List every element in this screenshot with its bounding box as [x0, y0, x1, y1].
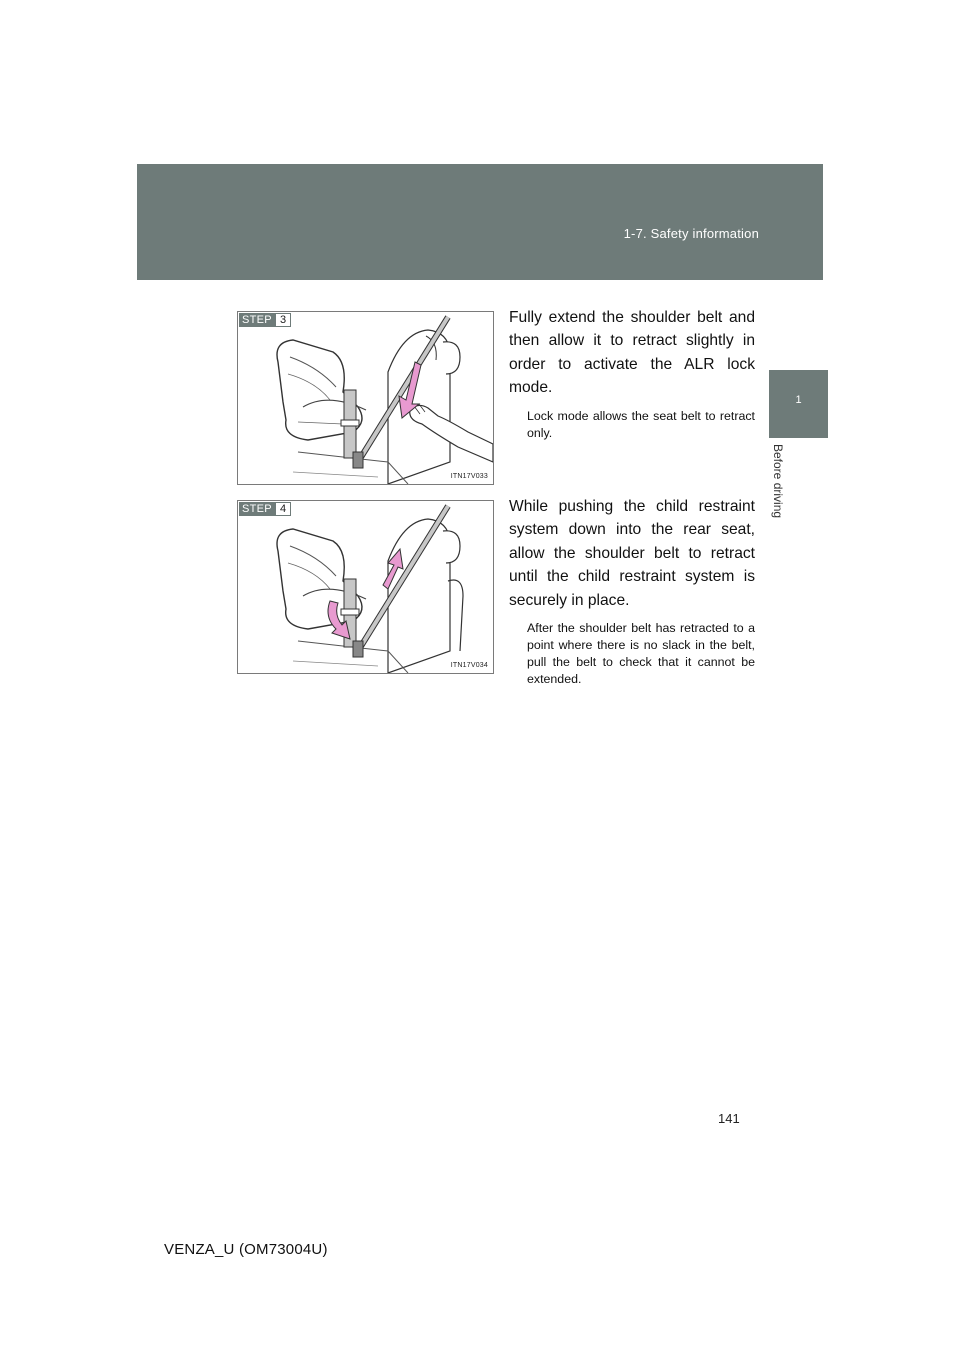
- figure-code: ITN17V033: [450, 473, 488, 480]
- step-number: 4: [275, 502, 291, 516]
- step-badge: [239, 313, 291, 327]
- chapter-number: 1: [795, 394, 802, 406]
- step-3-illustration: [237, 311, 494, 485]
- chapter-label: [771, 444, 791, 584]
- header-bar: [137, 164, 823, 280]
- section-title: 1-7. Safety information: [623, 226, 759, 241]
- step-4-note: After the shoulder belt has retracted to a point where there is no slack in the belt, pull the belt to check that it cannot be extended.: [527, 621, 755, 686]
- step-label: STEP: [239, 313, 275, 327]
- child-seat-push-down-illustration: [238, 501, 493, 673]
- step-3-instruction: Fully extend the shoulder belt and then allow it to retract slightly in order to activate the ALR lock mode.: [509, 309, 755, 397]
- figure-code: ITN17V034: [450, 662, 488, 669]
- chapter-title: Before driving: [771, 444, 785, 519]
- step-4-instruction: While pushing the child restraint system down into the rear seat, allow the shoulder belt to retract until the child restraint system is securely in place.: [509, 498, 755, 609]
- chapter-tab: [769, 370, 828, 438]
- page-number: 141: [718, 1111, 740, 1126]
- child-seat-belt-extend-illustration: [238, 312, 493, 484]
- step-badge: [239, 502, 291, 516]
- step-3-note: Lock mode allows the seat belt to retract only.: [527, 409, 755, 440]
- step-4-illustration: [237, 500, 494, 674]
- manual-code: VENZA_U (OM73004U): [164, 1241, 328, 1258]
- step-number: 3: [275, 313, 291, 327]
- step-label: STEP: [239, 502, 275, 516]
